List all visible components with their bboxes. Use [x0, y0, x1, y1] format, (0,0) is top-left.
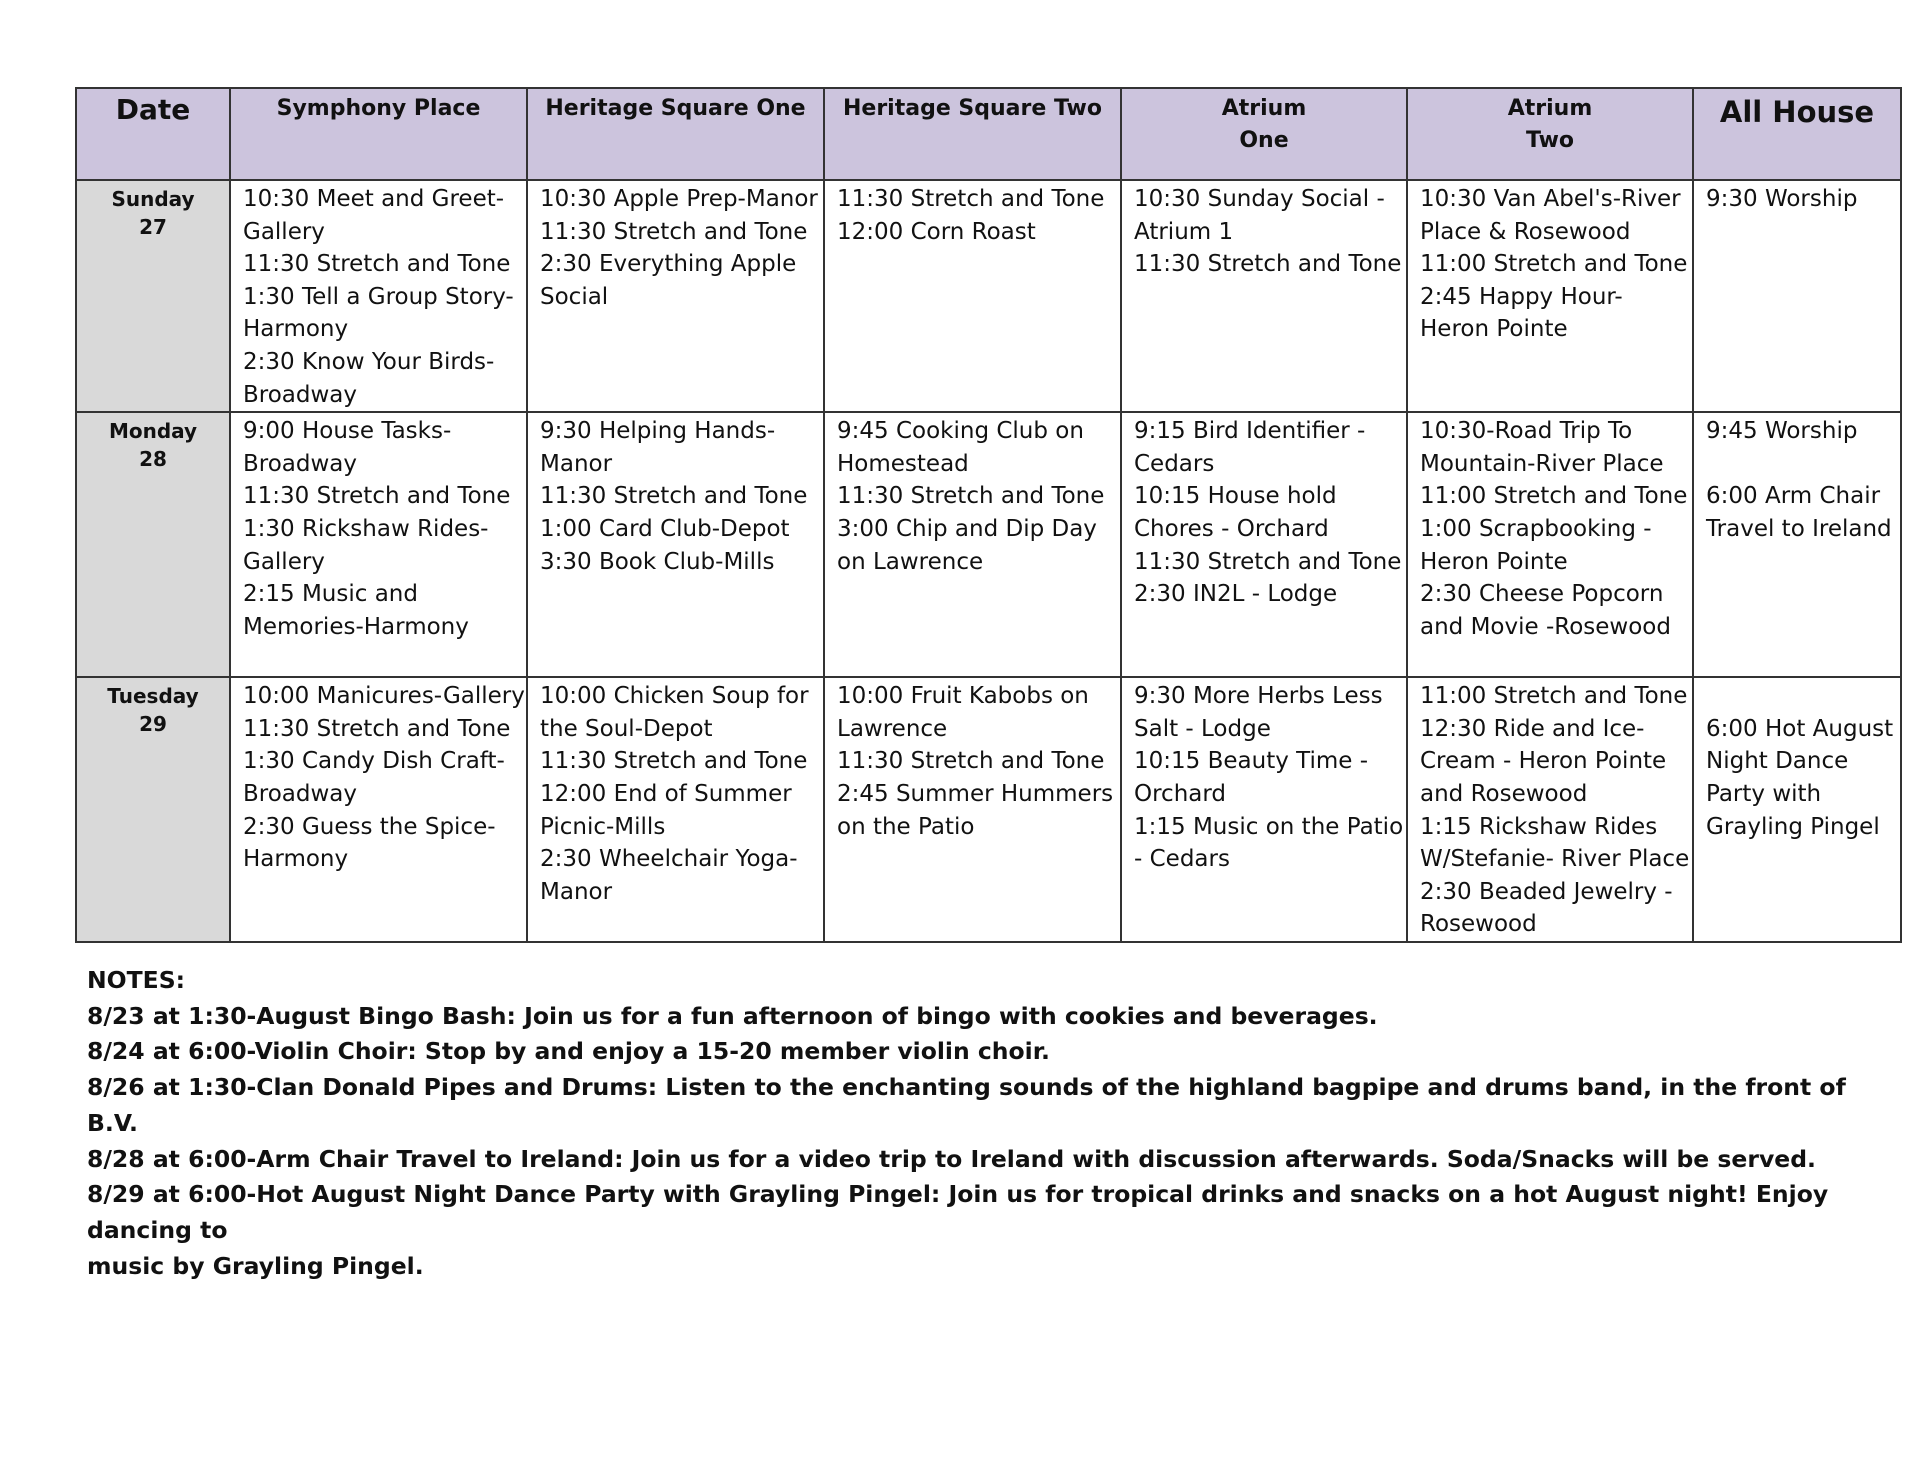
- activity-cell-atrium-one: [1121, 180, 1407, 412]
- activity-line: Broadway: [243, 381, 358, 408]
- activity-line: 9:30 More Herbs Less: [1134, 683, 1383, 710]
- activity-line: 11:30 Stretch and Tone: [837, 483, 1105, 510]
- activity-line: 1:15 Music on the Patio: [1134, 813, 1404, 840]
- activity-line: 10:00 Fruit Kabobs on: [837, 683, 1089, 710]
- activity-line: 11:30 Stretch and Tone: [1134, 251, 1402, 278]
- activity-line: 9:45 Cooking Club on: [837, 418, 1084, 445]
- activity-line: Rosewood: [1420, 911, 1537, 938]
- activity-line: 10:15 Beauty Time -: [1134, 748, 1369, 775]
- activity-line: 6:00 Arm Chair: [1706, 483, 1881, 510]
- activity-cell-atrium-one: [1121, 412, 1407, 677]
- activity-line: 6:00 Hot August: [1706, 715, 1894, 742]
- activity-line: Memories-Harmony: [243, 613, 469, 640]
- activity-line: 2:30 Know Your Birds-: [243, 348, 495, 375]
- note-line: music by Grayling Pingel.: [87, 1251, 424, 1280]
- notes-section: [87, 963, 1857, 1284]
- activity-cell-all-house: [1693, 180, 1901, 412]
- schedule-row: [76, 677, 1901, 942]
- activity-line: Gallery: [243, 548, 325, 575]
- day-number: 29: [139, 712, 167, 737]
- activity-line: [1706, 680, 1892, 713]
- activity-line: Night Dance: [1706, 748, 1849, 775]
- activity-line: 11:00 Stretch and Tone: [1420, 483, 1688, 510]
- activity-cell-heritage-square-two: [824, 180, 1121, 412]
- activity-line: 2:30 IN2L - Lodge: [1134, 581, 1338, 608]
- activity-cell-atrium-two: [1407, 180, 1693, 412]
- activity-line: - Cedars: [1134, 846, 1230, 873]
- activity-cell-atrium-two: [1407, 412, 1693, 677]
- activity-line: Homestead: [837, 450, 969, 477]
- activity-line: Heron Pointe: [1420, 548, 1568, 575]
- activity-line: 11:30 Stretch and Tone: [540, 218, 808, 245]
- activity-line: 11:00 Stretch and Tone: [1420, 683, 1688, 710]
- activity-line: Salt - Lodge: [1134, 715, 1271, 742]
- activity-line: 2:30 Guess the Spice-: [243, 813, 496, 840]
- activity-line: Chores - Orchard: [1134, 515, 1329, 542]
- activity-line: Manor: [540, 450, 613, 477]
- schedule-row: [76, 180, 1901, 412]
- activity-line: 2:30 Cheese Popcorn: [1420, 581, 1664, 608]
- activity-line: 2:30 Everything Apple: [540, 251, 797, 278]
- activity-line: Social: [540, 283, 609, 310]
- activity-line: on Lawrence: [837, 548, 984, 575]
- activity-line: Broadway: [243, 450, 358, 477]
- activity-line: Harmony: [243, 846, 349, 873]
- activity-line: Cream - Heron Pointe: [1420, 748, 1667, 775]
- activity-cell-symphony-place: [230, 412, 527, 677]
- activity-line: W/Stefanie- River Place: [1420, 846, 1690, 873]
- activity-line: Atrium 1: [1134, 218, 1234, 245]
- activity-line: Mountain-River Place: [1420, 450, 1664, 477]
- activity-line: 1:00 Card Club-Depot: [540, 515, 790, 542]
- activity-cell-heritage-square-two: [824, 677, 1121, 942]
- activity-line: 2:15 Music and: [243, 581, 418, 608]
- day-number: 28: [139, 447, 167, 472]
- schedule-row: [76, 412, 1901, 677]
- activity-line: 2:45 Happy Hour-: [1420, 283, 1623, 310]
- activity-cell-atrium-one: [1121, 677, 1407, 942]
- activity-line: 10:30 Meet and Greet-: [243, 186, 505, 212]
- activity-line: the Soul-Depot: [540, 715, 713, 742]
- activity-line: 10:00 Chicken Soup for: [540, 683, 809, 710]
- activity-line: 11:00 Stretch and Tone: [1420, 251, 1688, 278]
- day-cell: [76, 677, 230, 942]
- day-name: Tuesday: [107, 684, 199, 709]
- activity-line: 9:45 Worship: [1706, 418, 1858, 445]
- day-cell: [76, 180, 230, 412]
- note-line: 8/26 at 1:30-Clan Donald Pipes and Drums: Listen to the enchanting sounds of the highland bagpipe and drums band, in the front of B.V.: [87, 1073, 1846, 1137]
- activity-line: 12:00 Corn Roast: [837, 218, 1036, 245]
- activity-cell-symphony-place: [230, 180, 527, 412]
- activity-cell-all-house: [1693, 412, 1901, 677]
- note-line: 8/23 at 1:30-August Bingo Bash: Join us for a fun afternoon of bingo with cookies and beverages.: [87, 1001, 1378, 1030]
- activity-line: and Movie -Rosewood: [1420, 613, 1671, 640]
- day-name: Monday: [108, 419, 198, 444]
- activity-line: 10:00 Manicures-Gallery: [243, 683, 525, 710]
- activity-line: Orchard: [1134, 780, 1227, 807]
- note-line: 8/29 at 6:00-Hot August Night Dance Party with Grayling Pingel: Join us for tropical drinks and snacks on a hot August night! Enjoy dancing to: [87, 1180, 1829, 1244]
- header-symphony-place: Symphony Place: [230, 88, 527, 180]
- activity-line: 1:30 Tell a Group Story-: [243, 283, 514, 310]
- activity-line: Grayling Pingel: [1706, 813, 1880, 840]
- activity-line: 10:30 Sunday Social -: [1134, 186, 1385, 212]
- activity-line: 2:30 Beaded Jewelry -: [1420, 878, 1673, 905]
- activity-line: 1:30 Candy Dish Craft-: [243, 748, 505, 775]
- activity-line: Harmony: [243, 316, 349, 343]
- activity-line: 11:30 Stretch and Tone: [540, 748, 808, 775]
- header-atrium-one: Atrium One: [1121, 88, 1407, 180]
- notes-heading: NOTES:: [87, 966, 186, 994]
- activity-line: Broadway: [243, 780, 358, 807]
- activity-line: 2:45 Summer Hummers: [837, 780, 1114, 807]
- activity-line: 12:30 Ride and Ice-: [1420, 715, 1645, 742]
- header-row: [76, 88, 1901, 180]
- activity-line: 11:30 Stretch and Tone: [1134, 548, 1402, 575]
- activity-line: 3:00 Chip and Dip Day: [837, 515, 1097, 542]
- activity-line: 11:30 Stretch and Tone: [243, 715, 511, 742]
- activity-line: Cedars: [1134, 450, 1215, 477]
- activity-line: Manor: [540, 878, 613, 905]
- header-heritage-square-one: Heritage Square One: [527, 88, 824, 180]
- activity-cell-heritage-square-one: [527, 677, 824, 942]
- activity-line: 2:30 Wheelchair Yoga-: [540, 846, 798, 873]
- activity-line: Heron Pointe: [1420, 316, 1568, 343]
- activity-line: 10:30-Road Trip To: [1420, 418, 1633, 445]
- header-atrium-two: Atrium Two: [1407, 88, 1693, 180]
- activity-cell-atrium-two: [1407, 677, 1693, 942]
- activity-cell-heritage-square-two: [824, 412, 1121, 677]
- activity-line: [1706, 448, 1892, 481]
- activity-cell-all-house: [1693, 677, 1901, 942]
- note-line: 8/28 at 6:00-Arm Chair Travel to Ireland: Join us for a video trip to Ireland with discussion afterwards. Soda/Snacks will be served.: [87, 1144, 1816, 1173]
- activity-line: and Rosewood: [1420, 780, 1588, 807]
- activity-line: 10:15 House hold: [1134, 483, 1337, 510]
- activity-schedule-table: [75, 87, 1902, 943]
- activity-line: 1:30 Rickshaw Rides-: [243, 515, 489, 542]
- activity-line: 11:30 Stretch and Tone: [243, 483, 511, 510]
- activity-line: 12:00 End of Summer: [540, 780, 792, 807]
- day-number: 27: [139, 215, 167, 239]
- activity-line: Place & Rosewood: [1420, 218, 1631, 245]
- activity-line: 9:30 Worship: [1706, 186, 1858, 212]
- activity-line: 11:30 Stretch and Tone: [243, 251, 511, 278]
- activity-line: Travel to Ireland: [1706, 515, 1892, 542]
- activity-line: 1:15 Rickshaw Rides: [1420, 813, 1658, 840]
- activity-line: 9:30 Helping Hands-: [540, 418, 776, 445]
- activity-line: Gallery: [243, 218, 325, 245]
- header-date: Date: [76, 88, 230, 180]
- activity-line: 9:00 House Tasks-: [243, 418, 452, 445]
- day-name: Sunday: [111, 187, 195, 211]
- activity-line: 11:30 Stretch and Tone: [837, 748, 1105, 775]
- activity-line: 11:30 Stretch and Tone: [837, 186, 1105, 212]
- activity-line: 10:30 Apple Prep-Manor: [540, 186, 818, 212]
- activity-line: 3:30 Book Club-Mills: [540, 548, 775, 575]
- activity-cell-heritage-square-one: [527, 412, 824, 677]
- activity-line: Party with: [1706, 780, 1822, 807]
- day-cell: [76, 412, 230, 677]
- activity-cell-symphony-place: [230, 677, 527, 942]
- activity-line: Picnic-Mills: [540, 813, 666, 840]
- header-all-house: All House: [1693, 88, 1901, 180]
- activity-line: on the Patio: [837, 813, 975, 840]
- header-heritage-square-two: Heritage Square Two: [824, 88, 1121, 180]
- activity-line: 10:30 Van Abel's-River: [1420, 186, 1681, 212]
- activity-cell-heritage-square-one: [527, 180, 824, 412]
- note-line: 8/24 at 6:00-Violin Choir: Stop by and enjoy a 15-20 member violin choir.: [87, 1037, 1050, 1066]
- activity-line: 1:00 Scrapbooking -: [1420, 515, 1652, 542]
- activity-line: 11:30 Stretch and Tone: [540, 483, 808, 510]
- activity-line: Lawrence: [837, 715, 948, 742]
- activity-line: 9:15 Bird Identifier -: [1134, 418, 1366, 445]
